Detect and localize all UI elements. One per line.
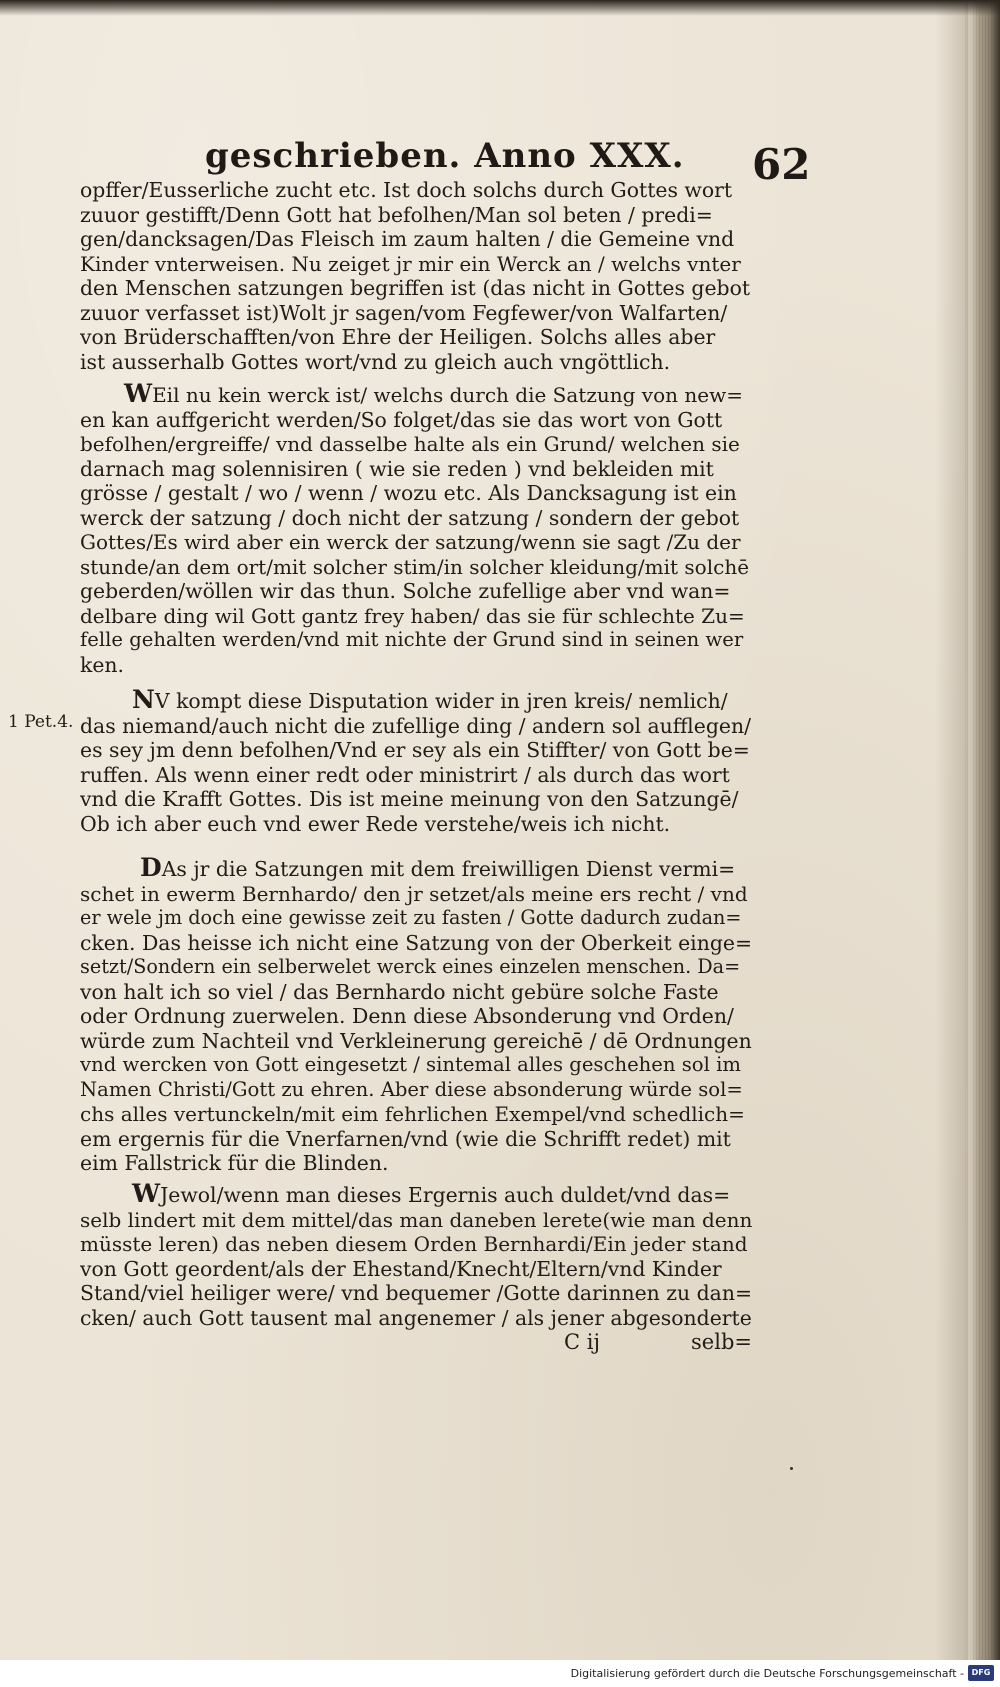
text-line: chs alles vertunckeln/mit eim fehrlichen Exempel/vnd schedlich= (80, 1102, 745, 1126)
paper-spot (790, 1467, 793, 1470)
text-line: Kinder vnterweisen. Nu zeiget jr mir ein Werck an / welchs vnter (80, 251, 741, 276)
text-line: werck der satzung / doch nicht der satzung / sondern der gebot (80, 505, 740, 530)
text-line: von halt ich so viel / das Bernhardo nicht gebüre solche Faste (80, 979, 719, 1004)
text-line: selb lindert mit dem mittel/das man daneben lerete(wie man denn (80, 1207, 752, 1232)
catchword: selb= (691, 1330, 752, 1354)
text-line: würde zum Nachteil vnd Verkleinerung gereichē / dē Ordnungen (80, 1028, 752, 1053)
text-line: stunde/an dem ort/mit solcher stim/in solcher kleidung/mit solchē (80, 554, 750, 579)
text-line: gen/dancksagen/Das Fleisch im zaum halten / die Gemeine vnd (80, 227, 735, 251)
paragraph-2 (80, 382, 752, 677)
text-line: geberden/wöllen wir das thun. Solche zufellige aber vnd wan= (80, 579, 731, 603)
running-head: geschrieben. Anno XXX. (205, 136, 685, 176)
text-line: Gottes/Es wird aber ein werck der satzung/wenn sie sagt /Zu der (80, 530, 741, 554)
text-line (80, 856, 752, 882)
text-line-rest: Jewol/wenn man dieses Ergernis auch duldet/vnd das= (160, 1183, 731, 1207)
text-line: vnd wercken von Gott eingesetzt / sintemal alles geschehen sol im (80, 1053, 741, 1076)
text-line: es sey jm denn befolhen/Vnd er sey als ein Stiffter/ von Gott be= (80, 738, 750, 762)
page-number: 62 (752, 140, 811, 189)
funding-credit: Digitalisierung gefördert durch die Deutsche Forschungsgemeinschaft - (570, 1667, 964, 1680)
paragraph-4 (80, 856, 752, 1176)
text-line: ruffen. Als wenn einer redt oder ministrirt / als durch das wort (80, 762, 730, 787)
top-shadow (0, 0, 1000, 16)
text-line: den Menschen satzungen begriffen ist (das nicht in Gottes gebot (80, 276, 751, 300)
text-line: setzt/Sondern ein selberwelet werck eines einzelen menschen. Da= (80, 955, 741, 978)
text-line: cken. Das heisse ich nicht eine Satzung von der Oberkeit einge= (80, 930, 752, 955)
paragraph-3 (80, 688, 752, 836)
text-line: ist ausserhalb Gottes wort/vnd zu gleich auch vngöttlich. (80, 349, 671, 374)
text-line: von Gott geordent/als der Ehestand/Knecht/Eltern/vnd Kinder (80, 1256, 722, 1281)
initial-letter: W (124, 382, 153, 408)
text-line: cken/ auch Gott tausent mal angenemer / als jener abgesonderte (80, 1305, 752, 1330)
initial-letter: W (132, 1182, 161, 1208)
initial-letter: N (132, 688, 155, 714)
page-edge-stack (965, 0, 1000, 1660)
text-line (80, 382, 752, 408)
text-line (80, 688, 752, 714)
text-line: zuuor verfasset ist)Wolt jr sagen/vom Fegfewer/von Walfarten/ (80, 300, 728, 325)
text-line: befolhen/ergreiffe/ vnd dasselbe halte als ein Grund/ welchen sie (80, 432, 740, 456)
initial-letter: D (140, 856, 162, 882)
paragraph-1 (80, 178, 752, 374)
text-line-rest: As jr die Satzungen mit dem freiwilligen Dienst vermi= (161, 857, 736, 881)
text-line: grösse / gestalt / wo / wenn / wozu etc. Als Dancksagung ist ein (80, 481, 737, 505)
text-line: von Brüderschafften/von Ehre der Heiligen. Solchs alles aber (80, 325, 716, 349)
text-line: Namen Christi/Gott zu ehren. Aber diese absonderung würde sol= (80, 1077, 743, 1101)
paragraph-5 (80, 1182, 752, 1330)
text-line: eim Fallstrick für die Blinden. (80, 1151, 389, 1175)
text-line: schet in ewerm Bernhardo/ den jr setzet/als meine ers recht / vnd (80, 881, 748, 906)
text-line: ken. (80, 652, 125, 677)
text-line: opffer/Eusserliche zucht etc. Ist doch solchs durch Gottes wort (80, 178, 733, 202)
text-line: vnd die Krafft Gottes. Dis ist meine meinung von den Satzungē/ (80, 787, 739, 811)
text-line: darnach mag solennisiren ( wie sie reden ) vnd bekleiden mit (80, 456, 714, 481)
page-edge-lines (965, 0, 1000, 1660)
text-line: en kan auffgericht werden/So folget/das sie das wort von Gott (80, 407, 723, 432)
text-line: er wele jm doch eine gewisse zeit zu fasten / Gotte dadurch zudan= (80, 906, 742, 929)
footer-bar (0, 1660, 1000, 1687)
text-line (80, 1182, 752, 1208)
gutter-shadow (935, 0, 965, 1660)
text-line: oder Ordnung zuerwelen. Denn diese Absonderung vnd Orden/ (80, 1004, 734, 1028)
text-line-rest: Eil nu kein werck ist/ welchs durch die Satzung von new= (152, 383, 743, 407)
text-line: Ob ich aber euch vnd ewer Rede verstehe/weis ich nicht. (80, 811, 671, 836)
text-line: das niemand/auch nicht die zufellige ding / andern sol aufflegen/ (80, 713, 751, 738)
text-line: Stand/viel heiliger were/ vnd bequemer /Gotte darinnen zu dan= (80, 1281, 752, 1305)
text-line: zuuor gestifft/Denn Gott hat befolhen/Man sol beten / predi= (80, 202, 713, 227)
text-line: delbare ding wil Gott gantz frey haben/ das sie für schlechte Zu= (80, 603, 745, 628)
margin-reference: 1 Pet.4. (8, 712, 74, 732)
dfg-logo-icon: DFG (968, 1665, 994, 1681)
signature-mark: C ij (564, 1330, 600, 1354)
text-line-rest: V kompt diese Disputation wider in jren kreis/ nemlich/ (154, 689, 728, 713)
page-foot-row (80, 1330, 752, 1358)
text-line: müsste leren) das neben diesem Orden Bernhardi/Ein jeder stand (80, 1232, 748, 1256)
text-line: felle gehalten werden/vnd mit nichte der Grund sind in seinen wer (80, 628, 744, 651)
text-line: em ergernis für die Vnerfarnen/vnd (wie die Schrifft redet) mit (80, 1126, 731, 1151)
